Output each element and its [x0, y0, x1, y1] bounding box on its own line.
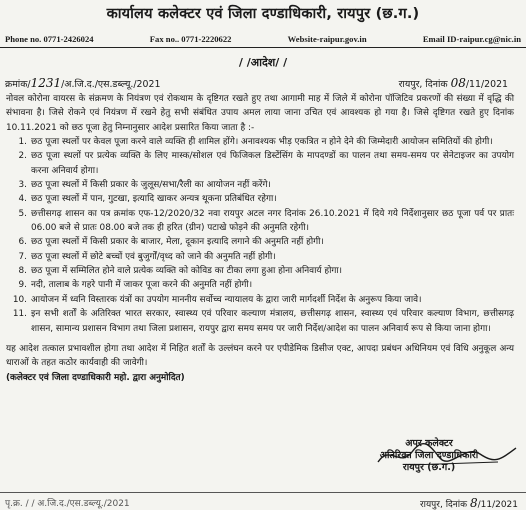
order-number-label: क्रमांक/ [5, 79, 31, 90]
condition-number: 7. [18, 251, 27, 262]
order-number-handwritten: 1231 [30, 76, 62, 90]
condition-number: 3. [18, 180, 27, 191]
order-body [6, 92, 514, 385]
endorsement-date-label: रायपुर, दिनांक [419, 500, 468, 510]
fax-number: Fax no.. 0771-2220622 [149, 34, 232, 44]
condition-item [6, 149, 514, 178]
endorsement-date-day-handwritten: 8 [469, 496, 478, 510]
condition-item [6, 293, 514, 307]
condition-item [6, 307, 514, 336]
endorsement-date [420, 496, 518, 510]
condition-text: आयोजन में ध्वनि विस्तारक यंत्रों का उपयोग माननीय सर्वोच्च न्यायालय के द्वारा जारी मार्गदर्शी निर्देश के अनुरूप किया जावे। [31, 294, 422, 305]
condition-number: 9. [18, 280, 27, 291]
condition-number: 6. [18, 237, 27, 248]
footer-divider [0, 492, 526, 493]
conditions-list [6, 135, 514, 336]
order-title: / /आदेश/ / [238, 56, 288, 69]
intro-paragraph: नोवल कोरोना वायरस के संक्रमण के नियंत्रण एवं रोकथाम के दृष्टिगत रखते हुए तथा आगामी माह में जिले में कोरोना पॉजिटिव प्रकरणों की संख्या में वृद्धि की संभावना है। जिसे रोकने एवं नियंत्रण में रखने हेतु सभी संबंधित उपाय अमल लाया जाना उचित एवं आवश्यक हो गया है। जिसे दृष्टिगत रखते हुए दिनांक 10.11.2021 को छठ पूजा हेतु निम्नानुसार आदेश प्रसारित किया जाता है :- [6, 94, 514, 133]
condition-number: 4. [18, 194, 27, 205]
condition-text: छठ पूजा में सम्मिलित होने वाले प्रत्येक व्यक्ति को कोविड का टीका लगा हुआ होना अनिवार्य होगा। [31, 266, 343, 277]
contact-line [5, 34, 521, 44]
condition-number: 10. [12, 294, 27, 305]
condition-text: छठ पूजा स्थलों पर केवल पूजा करने वाले व्यक्ति ही शामिल होंगे। अनावश्यक भीड़ एकत्रित न होने देने की जिम्मेदारी आयोजन समितियों की होगी। [31, 137, 493, 148]
condition-item [6, 250, 514, 264]
office-title: कार्यालय कलेक्टर एवं जिला दण्डाधिकारी, रायपुर (छ.ग.) [106, 6, 420, 22]
order-date [399, 76, 508, 90]
condition-item [6, 178, 514, 192]
condition-number: 8. [18, 266, 27, 277]
signature-location: रायपुर (छ.ग.) [402, 462, 456, 473]
signature-block [340, 438, 518, 474]
condition-text: नदी, तालाब के गहरे पानी में जाकर पूजा करने की अनुमति नहीं होगी। [31, 280, 253, 291]
endorsement-number: पृ.क्र. / / अ.जि.द./एस.डब्ल्यू./2021 [5, 499, 130, 509]
condition-text: छठ पूजा स्थलों में किसी प्रकार के बाजार, मेला, दूकान इत्यादि लगाने की अनुमति नहीं होगी। [31, 237, 324, 248]
condition-text: छठ पूजा स्थलों में किसी प्रकार के जुलूस/सभा/रैली का आयोजन नहीं करेंगे। [31, 180, 271, 191]
condition-text: छठ पूजा स्थलों में छोटे बच्चों एवं बुजुर्गों/वृध्द को जाने की अनुमति नहीं होगी। [31, 251, 276, 262]
order-number-suffix: /अ.जि.द./एस.डब्ल्यू./2021 [61, 79, 161, 90]
condition-text: इन सभी शर्तों के अतिरिक्त भारत सरकार, स्वास्थ्य एवं परिवार कल्याण मंत्रालय, छत्तीसगढ़ शासन, स्वास्थ्य एवं परिवार कल्याण विभाग, छत्तीसगढ़ शासन, सामान्य प्रशासन विभाग तथा जिला प्रशासन, रायपुर द्वारा समय समय पर जारी निर्देश/आदेश का पालन अनिवार्य रूप से किया जाना होगा। [31, 309, 514, 334]
signature-designation-1: अपर कलेक्टर [405, 438, 453, 449]
condition-item [6, 235, 514, 249]
website-link[interactable]: Website-raipur.gov.in [287, 34, 367, 44]
condition-text: छठ पूजा स्थलों में पान, गुटखा, इत्यादि खाकर अन्यत्र थूकना प्रतिबंधित रहेगा। [31, 194, 277, 205]
condition-number: 5. [18, 208, 27, 219]
condition-item [6, 264, 514, 278]
order-date-label: रायपुर, दिनांक [398, 79, 448, 90]
phone-number: Phone no. 0771-2426024 [5, 34, 94, 44]
condition-item [6, 135, 514, 149]
condition-item [6, 207, 514, 236]
order-number [5, 76, 160, 90]
approval-note: (कलेक्टर एवं जिला दण्डाधिकारी महो. द्वारा अनुमोदित) [6, 372, 185, 383]
signature-designation-2: अतिरिक्त जिला दण्डाधिकारी [379, 450, 479, 461]
condition-text: छठ पूजा स्थलों पर प्रत्येक व्यक्ति के लिए मास्क/सोशल एवं फिजिकल डिस्टेंसिंग के मापदण्डों का पालन तथा समय-समय पर सेनेटाइजर का उपयोग करना अनिवार्य होगा। [31, 151, 514, 176]
condition-text: छत्तीसगढ़ शासन का पत्र क्रमांक एफ-12/2020/32 नवा रायपुर अटल नगर दिनांक 26.10.2021 में दिये गये निर्देशानुसार छठ पूजा पर्व पर प्रातः 06.00 बजे से प्रातः 08.00 बजे तक ही हरित (ग्रीन) पटाखे फोड़ने की अनुमति रहेगी। [31, 208, 514, 234]
condition-number: 1. [18, 137, 27, 148]
condition-number: 2. [18, 151, 27, 162]
order-date-suffix: /11/2021 [465, 79, 508, 90]
condition-item [6, 278, 514, 292]
condition-number: 11. [12, 309, 27, 320]
endorsement-date-suffix: /11/2021 [477, 500, 518, 510]
order-date-day-handwritten: 08 [450, 76, 466, 90]
email-link[interactable]: Email ID-raipur.cg@nic.in [422, 34, 521, 44]
condition-item [6, 192, 514, 206]
header-divider [0, 47, 526, 48]
closing-paragraph: यह आदेश तत्काल प्रभावशील होगा तथा आदेश में निहित शर्तों के उल्लंघन करने पर एपीडेमिक डिसीज एक्ट, आपदा प्रबंधन अधिनियम एवं विधि अनुकूल अन्य धाराओं के तहत कठोर कार्यवाही की जावेगी। [6, 343, 514, 369]
